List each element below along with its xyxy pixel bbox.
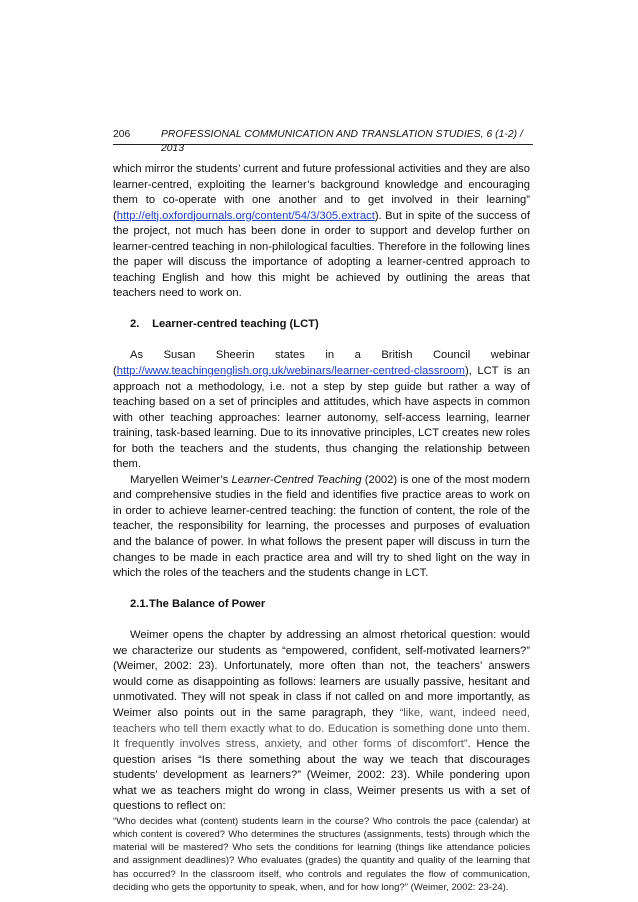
paragraph-lct-definition <box>113 348 530 472</box>
text-run: Weimer opens the chapter by addressing an almost rhetorical question: would we characterize our students as “empowered, confident, self-motivated learners?” (Weimer, 2002: 23). Unfortunately, more often than not, the teachers’ answers would come as disappointing as follows: learners are usually passive, hesitant and unmotivated. They will not speak in class if not called on and more importantly, as Weimer also points out in the same paragraph, they <box>113 629 530 719</box>
text-run: (2002) is one of the most modern and comprehensive studies in the field and identifies five practice areas to work on in order to achieve learner-centred teaching: the function of content, the role of the teacher, the responsibility for learning, the processes and purposes of evaluation and the balance of power. In what follows the present paper will discuss in turn the changes to be made in each practice area and will try to shed light on the way in which the roles of the teachers and the students change in LCT. <box>113 473 531 580</box>
body-text <box>113 162 530 894</box>
section-heading-2 <box>113 317 530 333</box>
text-run: . Hence the question arises “Is there something about the way we teach that discourages students’ development as learners?” (Weimer, 2002: 23). While pondering upon what we as teachers might do wrong in class, Weimer presents us with a set of questions to reflect on: <box>113 738 531 813</box>
paragraph-balance-of-power <box>113 628 530 815</box>
text-run: ). But in spite of the success of the project, not much has been done in order to support and develop further on learner-centred teaching in non-philological faculties. Therefore in the following lines the paper will discuss the importance of adopting a learner-centred approach to teaching English and how this might be achieved by outlining the areas that teachers need to work on. <box>113 209 530 300</box>
british-council-link[interactable]: http://www.teachingenglish.org.uk/webinars/learner-centred-classroom <box>116 365 465 378</box>
section-title: Learner-centred teaching (LCT) <box>152 318 319 331</box>
paragraph-weimer-study <box>113 473 530 582</box>
running-header <box>113 128 533 154</box>
oxford-journal-link[interactable]: http://eltj.oxfordjournals.org/content/54/3/305.extract <box>116 209 375 222</box>
section-number: 2. <box>130 318 140 331</box>
text-run: ), LCT is an approach not a methodology, i.e. not a step by step guide but rather a way of teaching based on a set of principles and attitudes, which have aspects in common with other teaching approaches: learner autonomy, self-access learning, learner training, task-based learning. Due to its innovative principles, LCT creates new roles for both the teachers and the students, thus changing the relationship between them. <box>113 365 530 471</box>
section-title: The Balance of Power <box>149 598 266 611</box>
quoted-text: “like, want, indeed need, teachers who tell them exactly what to do. Education is something done unto them. It frequently involves stress, anxiety, and other forms of discomfort” <box>113 706 530 751</box>
journal-title: PROFESSIONAL COMMUNICATION AND TRANSLATION STUDIES, 6 (1-2) / 2013 <box>161 129 523 154</box>
book-title: Learner-Centred Teaching <box>231 473 362 486</box>
text-run: As Susan Sheerin states in a British Council webinar ( <box>113 349 530 378</box>
section-number: 2.1. <box>130 598 149 611</box>
paragraph-intro-continuation <box>113 162 530 302</box>
text-run: which mirror the students’ current and future professional activities and they are also learner-centred, exploiting the learner’s background knowledge and encouraging them to co-operate with one another and to get involved in their learning” ( <box>113 163 530 222</box>
section-heading-2-1 <box>113 597 530 613</box>
block-quote: “Who decides what (content) students learn in the course? Who controls the pace (calendar) at which content is covered? Who determines the structures (assignments, tests) through which the material will be mastered? Who sets the conditions for learning (things like attendance policies and assignment deadlines)? Who evaluates (grades) the quantity and quality of the learning that has occurred? In the classroom itself, who controls and regulates the flow of communication, deciding who gets the opportunity to speak, when, and for how long?” (Weimer, 2002: 23-24). <box>113 815 530 893</box>
text-run: Maryellen Weimer’s <box>130 473 232 486</box>
page-number: 206 <box>113 129 131 140</box>
